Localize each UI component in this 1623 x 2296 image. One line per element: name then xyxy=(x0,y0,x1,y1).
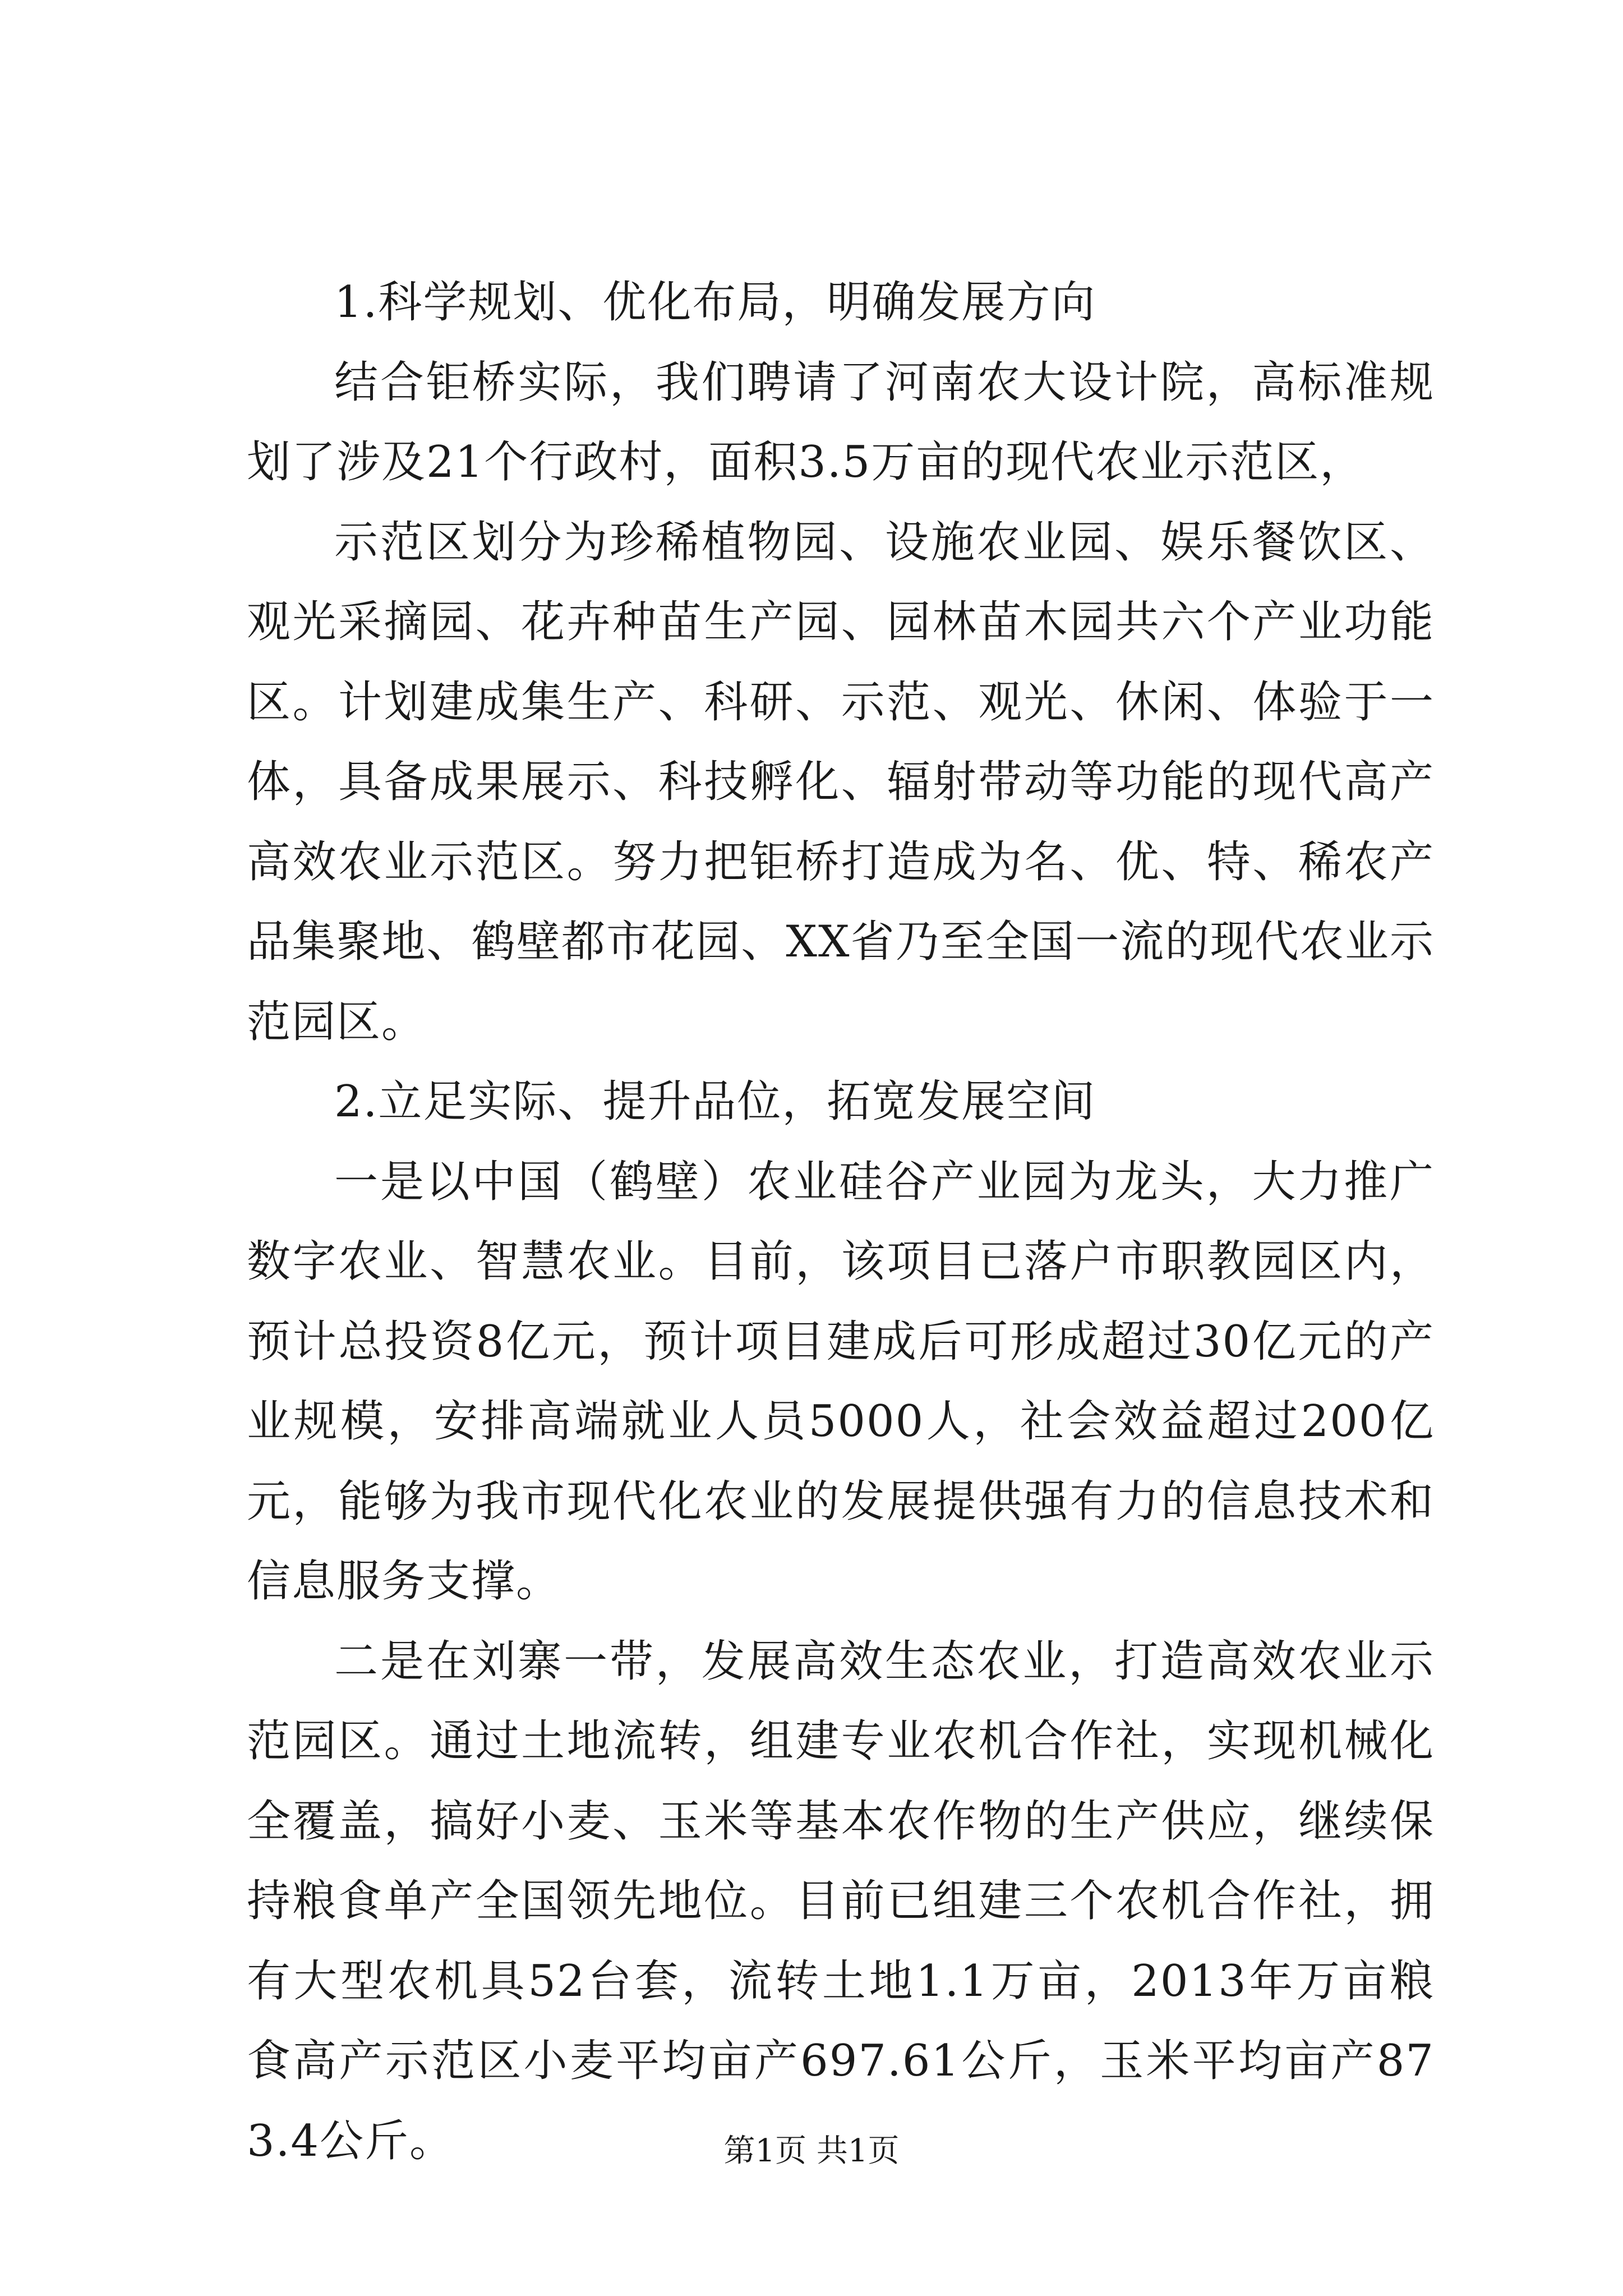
body-paragraph: 二是在刘寨一带，发展高效生态农业，打造高效农业示范园区。通过土地流转，组建专业农机合作社，实现机械化全覆盖，搞好小麦、玉米等基本农作物的生产供应，继续保持粮食单产全国领先地位。目前已组建三个农机合作社，拥有大型农机具52台套，流转土地1.1万亩，2013年万亩粮食高产示范区小麦平均亩产697.61公斤，玉米平均亩产873.4公斤。 xyxy=(247,1636,1435,2166)
document-body xyxy=(247,263,1435,2181)
body-paragraph: 结合钜桥实际，我们聘请了河南农大设计院，高标准规划了涉及21个行政村，面积3.5万亩的现代农业示范区， xyxy=(247,357,1435,487)
section-heading-1: 1.科学规划、优化布局，明确发展方向 xyxy=(334,277,1096,328)
body-paragraph: 示范区划分为珍稀植物园、设施农业园、娱乐餐饮区、观光采摘园、花卉种苗生产园、园林苗木园共六个产业功能区。计划建成集生产、科研、示范、观光、休闲、体验于一体，具备成果展示、科技孵化、辐射带动等功能的现代高产高效农业示范区。努力把钜桥打造成为名、优、特、稀农产品集聚地、鹤壁都市花园、XX省乃至全国一流的现代农业示范园区。 xyxy=(247,517,1435,1047)
section-heading-2: 2.立足实际、提升品位，拓宽发展空间 xyxy=(334,1076,1096,1127)
page-footer: 第1页 共1页 xyxy=(723,2133,900,2169)
body-paragraph: 一是以中国（鹤壁）农业硅谷产业园为龙头，大力推广数字农业、智慧农业。目前，该项目已落户市职教园区内，预计总投资8亿元，预计项目建成后可形成超过30亿元的产业规模，安排高端就业人员5000人，社会效益超过200亿元，能够为我市现代化农业的发展提供强有力的信息技术和信息服务支撑。 xyxy=(247,1156,1435,1607)
